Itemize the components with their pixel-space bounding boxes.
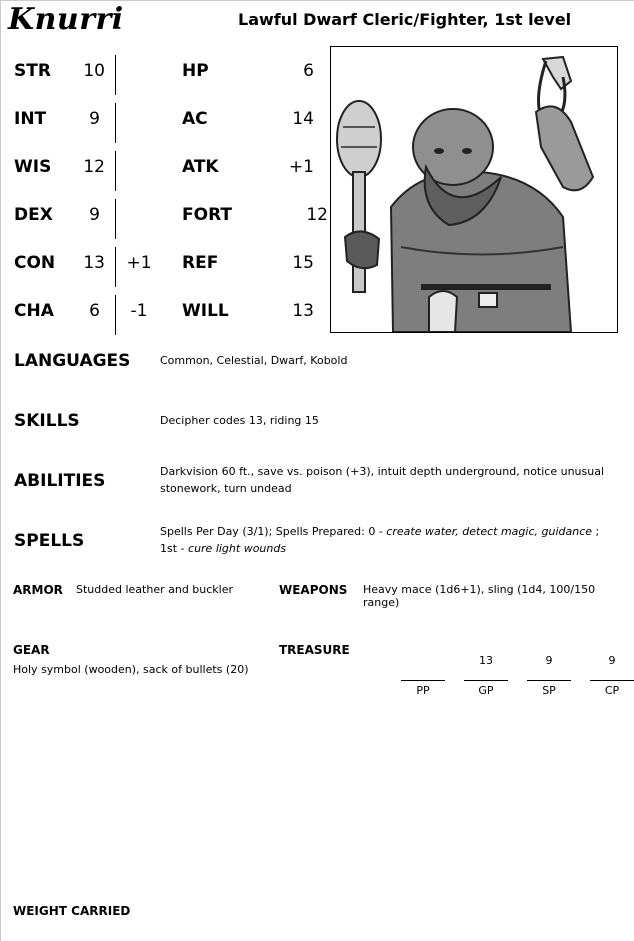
coin-label-cp: CP (604, 684, 620, 697)
coin-value-gp: 13 (479, 654, 493, 667)
spells-text (160, 523, 615, 557)
coin-value-sp: 9 (545, 654, 553, 667)
spells-level1: cure light wounds (188, 542, 287, 555)
combat-label: AC (182, 109, 208, 129)
ability-value: 10 (83, 61, 105, 81)
stat-row-str (0, 49, 330, 97)
ability-value: 9 (89, 109, 100, 129)
combat-value: 6 (303, 61, 314, 81)
ability-label: WIS (14, 157, 52, 177)
armor-text: Studded leather and buckler (76, 583, 234, 596)
character-description: Lawful Dwarf Cleric/Fighter, 1st level (238, 10, 572, 29)
treasure-label: TREASURE (279, 643, 350, 657)
combat-label: HP (182, 61, 209, 81)
stat-row-int (0, 97, 330, 145)
stat-row-con (0, 241, 330, 289)
ability-label: STR (14, 61, 51, 81)
abilities-label: ABILITIES (14, 471, 106, 491)
coin-underline (464, 680, 508, 681)
ability-label: INT (14, 109, 47, 129)
divider (115, 199, 116, 239)
gear-label: GEAR (13, 643, 50, 657)
ability-modifier: -1 (130, 301, 148, 321)
character-name: Knurri (8, 2, 124, 37)
ability-value: 12 (83, 157, 105, 177)
ability-value: 9 (89, 205, 100, 225)
stat-row-cha (0, 289, 330, 337)
combat-value: 14 (292, 109, 314, 129)
coin-value-cp: 9 (608, 654, 616, 667)
spells-level0: create water, detect magic, guidance (386, 525, 593, 538)
divider (115, 247, 116, 287)
character-portrait (330, 46, 618, 333)
combat-value: 15 (292, 253, 314, 273)
spells-prefix: Spells Per Day (3/1); Spells Prepared: 0 - (160, 525, 387, 538)
combat-label: FORT (182, 205, 232, 225)
abilities-text: Darkvision 60 ft., save vs. poison (+3), intuit depth underground, notice unusual stonework, turn undead (160, 465, 605, 495)
combat-value: 12 (306, 205, 328, 225)
ability-label: CHA (14, 301, 54, 321)
stat-row-wis (0, 145, 330, 193)
coin-label-gp: GP (478, 684, 494, 697)
combat-label: REF (182, 253, 219, 273)
languages-label: LANGUAGES (14, 351, 131, 371)
spells-label: SPELLS (14, 531, 85, 551)
weapons-label: WEAPONS (279, 583, 348, 597)
divider (115, 103, 116, 143)
divider (115, 295, 116, 335)
ability-label: DEX (14, 205, 53, 225)
armor-label: ARMOR (13, 583, 63, 597)
combat-value: +1 (288, 157, 314, 177)
divider (115, 55, 116, 95)
ability-value: 6 (89, 301, 100, 321)
coin-label-sp: SP (542, 684, 556, 697)
coin-label-pp: PP (416, 684, 430, 697)
page-top-edge (0, 0, 634, 1)
divider (115, 151, 116, 191)
gear-text: Holy symbol (wooden), sack of bullets (20) (13, 663, 249, 676)
spells-middle: ; 1st - (160, 525, 600, 555)
coin-underline (590, 680, 634, 681)
coin-underline (401, 680, 445, 681)
dwarf-cleric-illustration-icon (331, 47, 617, 332)
languages-text: Common, Celestial, Dwarf, Kobold (160, 354, 348, 367)
ability-value: 13 (83, 253, 105, 273)
stat-row-dex (0, 193, 330, 241)
combat-label: ATK (182, 157, 219, 177)
combat-label: WILL (182, 301, 229, 321)
weight-carried-label: WEIGHT CARRIED (13, 904, 131, 918)
skills-label: SKILLS (14, 411, 80, 431)
ability-modifier: +1 (126, 253, 152, 273)
weapons-text: Heavy mace (1d6+1), sling (1d4, 100/150 range) (363, 583, 596, 609)
ability-label: CON (14, 253, 56, 273)
coin-underline (527, 680, 571, 681)
combat-value: 13 (292, 301, 314, 321)
skills-text: Decipher codes 13, riding 15 (160, 414, 319, 427)
